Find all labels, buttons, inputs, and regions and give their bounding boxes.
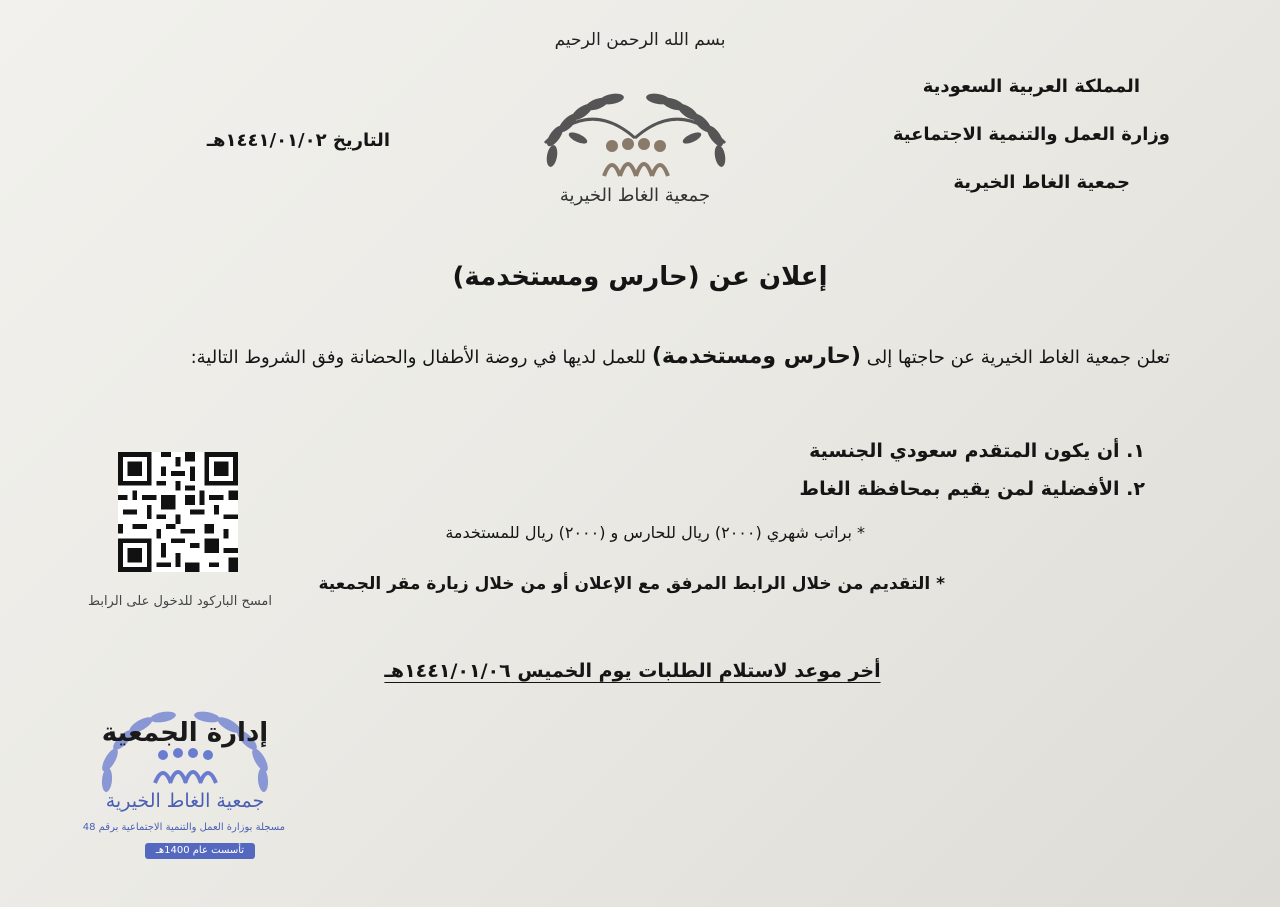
- condition-item: ١. أن يكون المتقدم سعودي الجنسية: [809, 440, 1145, 462]
- stamp-registration: مسجلة بوزارة العمل والتنمية الاجتماعية برقم 48: [82, 822, 285, 833]
- deadline-text: أخر موعد لاستلام الطلبات يوم الخميس ١٤٤١/٠١/٠٦هـ: [384, 660, 881, 682]
- qr-code-icon: [118, 452, 238, 572]
- stamp-title: إدارة الجمعية: [101, 718, 269, 748]
- letterhead-country: المملكة العربية السعودية: [922, 76, 1140, 97]
- intro-highlight: (حارس ومستخدمة): [651, 344, 861, 369]
- stamp-name: جمعية الغاط الخيرية: [105, 790, 265, 812]
- document-date: التاريخ ١٤٤١/٠١/٠٢هـ: [206, 130, 390, 151]
- deadline: [0, 660, 1265, 682]
- conditions-list: [445, 432, 1145, 508]
- intro-after: للعمل لديها في روضة الأطفال والحضانة وفق الشروط التالية:: [190, 347, 647, 368]
- letterhead-organization: جمعية الغاط الخيرية: [953, 172, 1130, 193]
- letterhead-ministry: وزارة العمل والتنمية الاجتماعية: [892, 124, 1170, 145]
- announcement-title: إعلان عن (حارس ومستخدمة): [452, 262, 828, 292]
- intro-before: تعلن جمعية الغاط الخيرية عن حاجتها إلى: [866, 347, 1170, 368]
- stamp-founded: تأسست عام 1400هـ: [145, 843, 255, 859]
- basmala: بسم الله الرحمن الرحيم: [554, 30, 726, 50]
- apply-note: * التقديم من خلال الرابط المرفق مع الإعلان أو من خلال زيارة مقر الجمعية: [318, 574, 945, 594]
- qr-caption: امسح الباركود للدخول على الرابط: [87, 594, 273, 609]
- letterhead: [840, 78, 1170, 192]
- announcement-intro: [100, 330, 1170, 385]
- salary-note: * براتب شهري (٢٠٠٠) ريال للحارس و (٢٠٠٠) ريال للمستخدمة: [445, 523, 865, 542]
- condition-item: ٢. الأفضلية لمن يقيم بمحافظة الغاط: [799, 478, 1145, 500]
- logo-name: جمعية الغاط الخيرية: [559, 185, 711, 206]
